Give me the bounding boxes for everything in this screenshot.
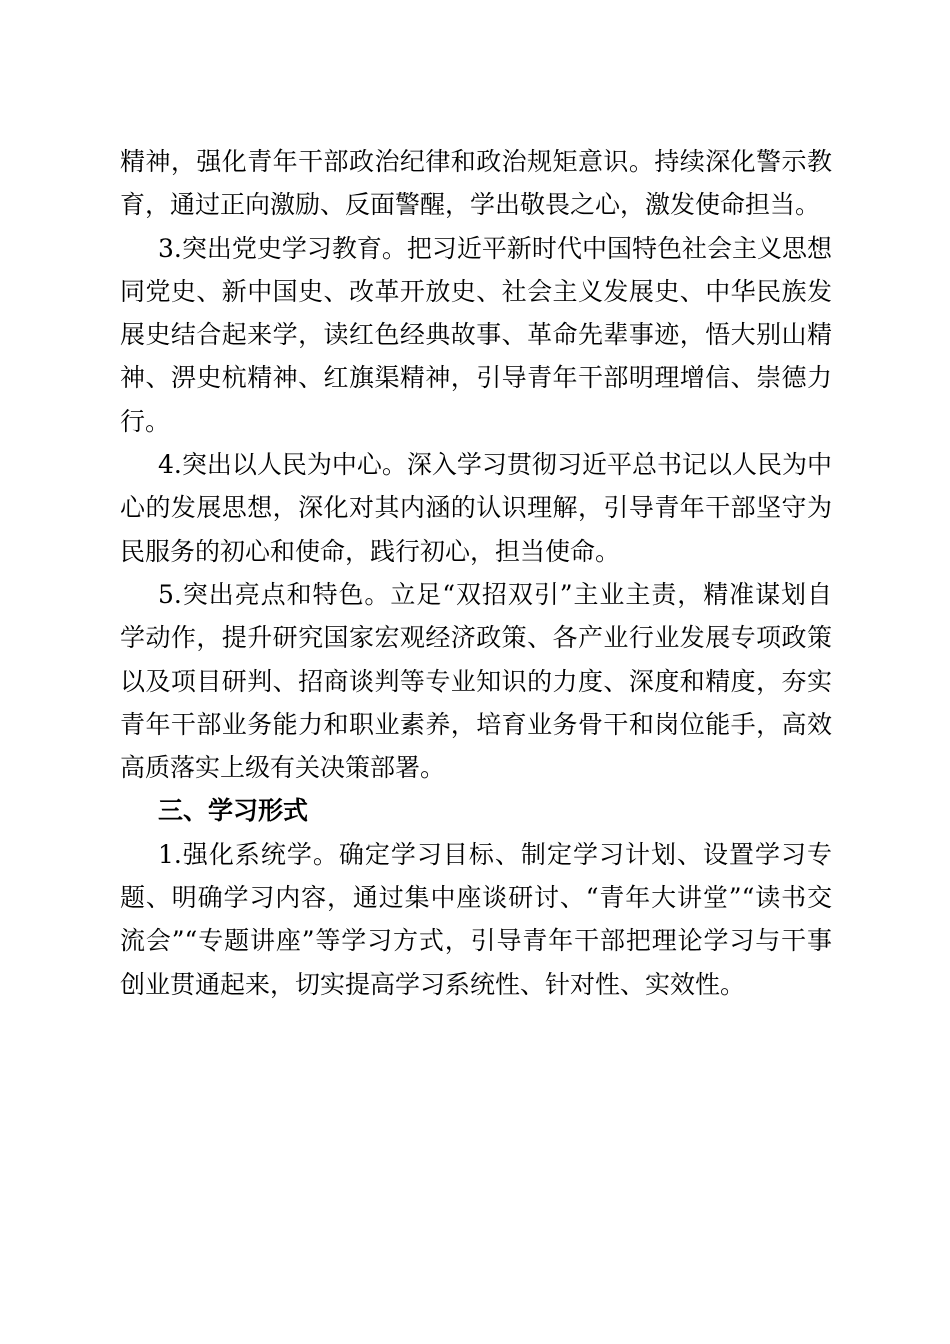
paragraph-item-5: 5.突出亮点和特色。立足“双招双引”主业主责，精准谋划自学动作，提升研究国家宏观经济政策、各产业行业发展专项政策以及项目研判、招商谈判等专业知识的力度、深度和精度，夯实青年干部业务能力和职业素养，培育业务骨干和岗位能手，高效高质落实上级有关决策部署。: [120, 579, 832, 783]
paragraph-item-3: 3.突出党史学习教育。把习近平新时代中国特色社会主义思想同党史、新中国史、改革开放史、社会主义发展史、中华民族发展史结合起来学，读红色经典故事、革命先辈事迹，悟大别山精神、淠史杭精神、红旗渠精神，引导青年干部明理增信、崇德力行。: [120, 233, 832, 436]
paragraph-continuation: 精神，强化青年干部政治纪律和政治规矩意识。持续深化警示教育，通过正向激励、反面警醒，学出敬畏之心，激发使命担当。: [120, 147, 832, 220]
paragraph-form-1: 1.强化系统学。确定学习目标、制定学习计划、设置学习专题、明确学习内容，通过集中座谈研讨、“青年大讲堂”“读书交流会”“专题讲座”等学习方式，引导青年干部把理论学习与干事创业贯通起来，切实提高学习系统性、针对性、实效性。: [120, 839, 832, 999]
section-heading: 三、学习形式: [158, 796, 309, 826]
document-body: [120, 140, 832, 1006]
paragraph-item-4: 4.突出以人民为中心。深入学习贯彻习近平总书记以人民为中心的发展思想，深化对其内涵的认识理解，引导青年干部坚守为民服务的初心和使命，践行初心，担当使命。: [120, 450, 832, 566]
